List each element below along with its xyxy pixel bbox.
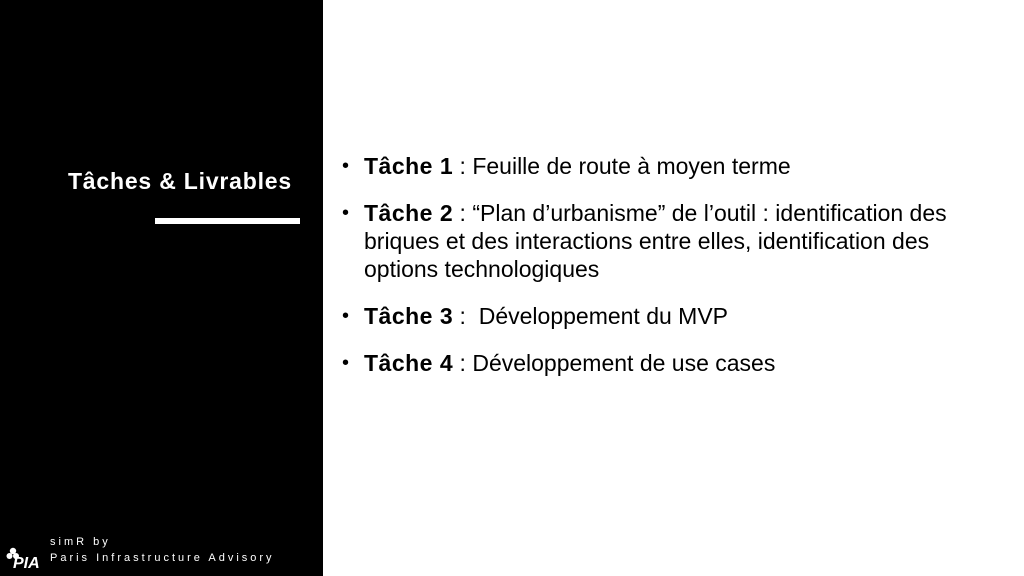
task-label: Tâche 4 — [364, 350, 454, 376]
task-separator: : — [453, 200, 473, 226]
task-item — [338, 302, 978, 330]
bullet-icon: • — [342, 155, 350, 177]
task-separator: : — [453, 303, 479, 329]
title-underline — [155, 218, 300, 224]
task-item — [338, 349, 978, 377]
task-text: Feuille de route à moyen terme — [472, 153, 791, 179]
task-separator: : — [453, 153, 473, 179]
task-label: Tâche 1 — [364, 153, 454, 179]
left-panel — [0, 0, 323, 576]
task-text: Développement de use cases — [472, 350, 776, 376]
bullet-icon: • — [342, 305, 350, 327]
task-item — [338, 152, 978, 180]
logo-text: PIA — [13, 555, 40, 570]
task-text: Développement du MVP — [478, 303, 729, 329]
credit-line-2: Paris Infrastructure Advisory — [50, 552, 275, 564]
task-label: Tâche 3 — [364, 303, 454, 329]
task-item — [338, 199, 978, 283]
task-label: Tâche 2 — [364, 200, 454, 226]
task-list — [338, 152, 978, 396]
credit-line-1: simR by — [50, 536, 111, 548]
section-title: Tâches & Livrables — [67, 168, 292, 194]
pia-logo-icon — [6, 544, 46, 570]
bullet-icon: • — [342, 202, 350, 224]
bullet-icon: • — [342, 352, 350, 374]
credit-block — [50, 534, 275, 566]
task-separator: : — [453, 350, 473, 376]
task-text: “Plan d’urbanisme” de l’outil : identification des briques et des interactions entre elles, identification des options technologiques — [364, 200, 947, 282]
